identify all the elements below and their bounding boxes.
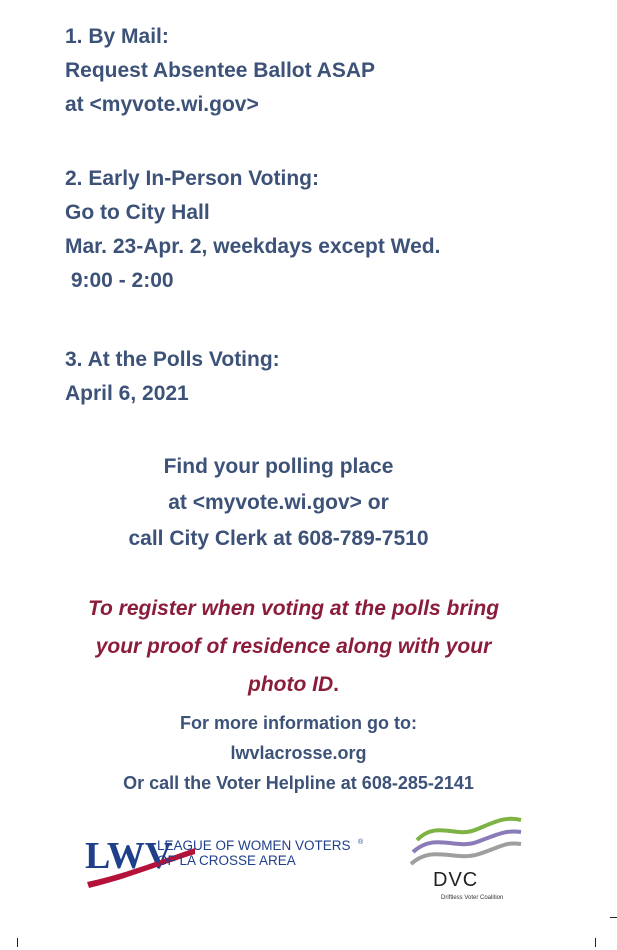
- early-voting-section: [65, 162, 440, 298]
- register-line-1: To register when voting at the polls bring: [87, 597, 500, 620]
- lwv-line-1: LEAGUE OF WOMEN VOTERS: [157, 838, 351, 853]
- polls-date: April 6, 2021: [65, 382, 189, 405]
- by-mail-section: [65, 20, 375, 122]
- more-info-section: [0, 708, 607, 798]
- lwv-letters: LWV: [85, 835, 173, 877]
- crop-mark-corner: [610, 917, 617, 918]
- polls-section: [65, 343, 280, 411]
- register-line-3: photo ID: [248, 673, 334, 696]
- register-note: [0, 590, 602, 704]
- dvc-letters: DVC: [433, 869, 479, 891]
- polls-heading: 3. At the Polls Voting:: [65, 348, 280, 371]
- early-voting-heading: 2. Early In-Person Voting:: [65, 167, 319, 190]
- lwv-logo: [85, 830, 375, 890]
- find-line-1: Find your polling place: [163, 455, 394, 478]
- dvc-wave-green: [417, 819, 521, 840]
- early-voting-line-1: Go to City Hall: [65, 201, 210, 224]
- early-voting-line-3: 9:00 - 2:00: [65, 269, 174, 292]
- register-line-2: your proof of residence along with your: [95, 635, 492, 658]
- dvc-wave-purple: [413, 831, 521, 852]
- dvc-wave-gray: [411, 843, 521, 864]
- dvc-caption: Driftless Voter Coalition: [441, 895, 504, 901]
- crop-mark-right: [595, 938, 596, 947]
- lwv-registered-mark: ®: [358, 839, 364, 846]
- more-info-line-1: For more information go to:: [180, 713, 417, 733]
- register-period: .: [333, 673, 339, 696]
- find-line-2: at <myvote.wi.gov> or: [168, 491, 389, 514]
- dvc-logo: [405, 808, 525, 908]
- find-polling-section: [0, 449, 587, 557]
- crop-mark-left: [17, 938, 18, 947]
- lwv-line-2: OF LA CROSSE AREA: [157, 853, 296, 868]
- early-voting-line-2: Mar. 23-Apr. 2, weekdays except Wed.: [65, 235, 441, 258]
- more-info-helpline: Or call the Voter Helpline at 608-285-2141: [123, 773, 474, 793]
- by-mail-line-1: Request Absentee Ballot ASAP: [65, 59, 376, 82]
- by-mail-heading: 1. By Mail:: [65, 25, 169, 48]
- by-mail-line-2: at <myvote.wi.gov>: [65, 93, 259, 116]
- more-info-url: lwvlacrosse.org: [230, 743, 367, 763]
- find-line-3: call City Clerk at 608-789-7510: [128, 527, 429, 550]
